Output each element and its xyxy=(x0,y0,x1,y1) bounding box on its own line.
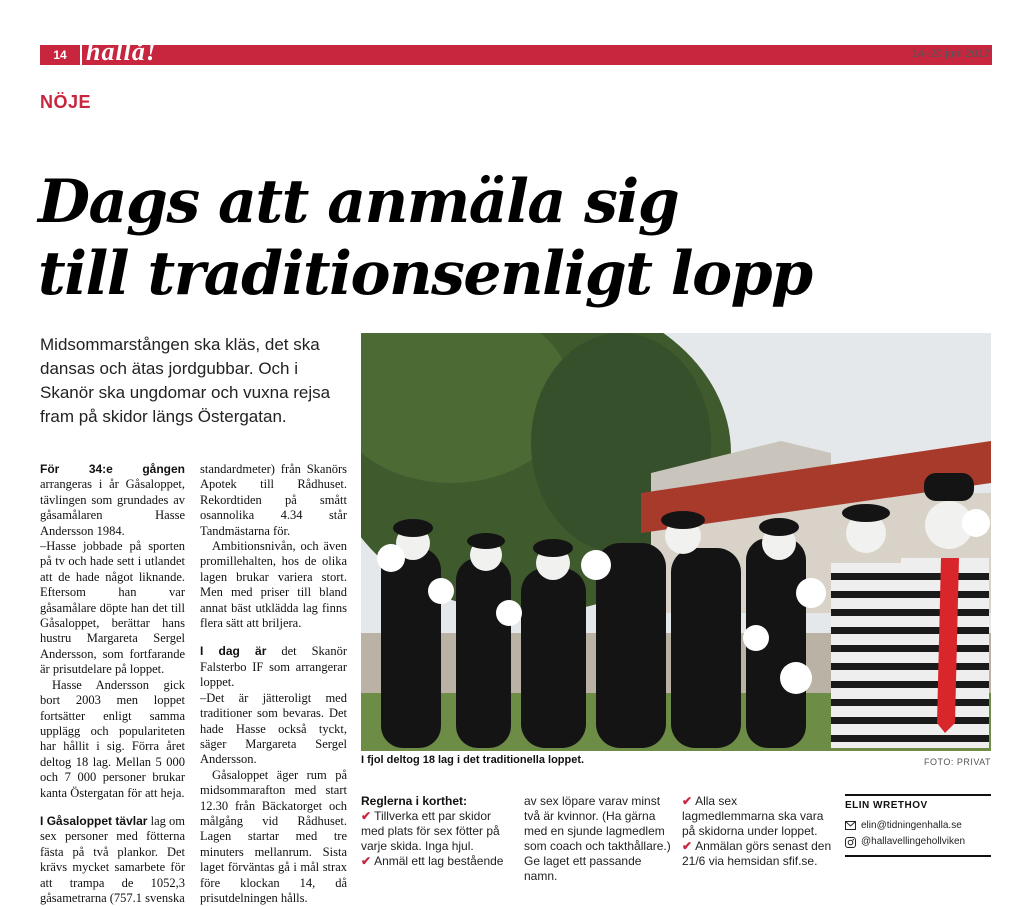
paragraph: Hasse Andersson gick bort 2003 men loppet fortsätter enligt samma upplägg och populariteten har hållit i sig. Förra året deltog 18 lag. Mellan 5 000 och 7 000 personer brukar kanta Östergatan för att heja. xyxy=(40,677,185,800)
checkmark-icon: ✔ xyxy=(682,794,693,808)
author-instagram[interactable]: @hallavellingehollviken xyxy=(861,835,966,847)
rules-column-1 xyxy=(361,809,511,869)
rule-item-continued: av sex löpare varav minst två är kvinnor. (Ha gärna med en sjunde lagmedlem som coach och takthållare.) Ge laget ett passande namn. xyxy=(524,794,671,883)
instagram-icon xyxy=(845,837,856,846)
paragraph xyxy=(200,644,347,690)
headline-line-1: Dags att anmäla sig xyxy=(38,167,679,237)
body-column-2 xyxy=(200,462,347,906)
header-bar xyxy=(40,45,992,65)
paragraph-lead: I dag är xyxy=(200,644,267,659)
paragraph xyxy=(40,462,185,539)
publication-logo: hallå! xyxy=(86,37,158,66)
byline-rule xyxy=(845,794,991,796)
paragraph-text: lag om sex personer med fötterna fästa på två plankor. Det krävs mycket samarbete för att trampa de 1052,3 gåsametrarna (757.1 svenska xyxy=(40,813,185,905)
photo-credit: FOTO: PRIVAT xyxy=(923,757,991,767)
author-email-row xyxy=(845,817,991,833)
paragraph xyxy=(40,814,185,906)
paragraph: Gåsaloppet äger rum på midsommarafton med start 12.30 från Bäckatorget och målgång vid Rådhuset. Lagen startar med tre minuters mellanrum. Sista laget förväntas gå i mål strax före klockan 14, då prisutdelningen hålls. xyxy=(200,767,347,905)
rule-item: ✔ Tillverka ett par skidor med plats för sex fötter på varje skida. Inga hjul. xyxy=(361,809,500,853)
rules-heading: Reglerna i korthet: xyxy=(361,794,468,808)
checkmark-icon: ✔ xyxy=(361,809,372,823)
author-instagram-row xyxy=(845,833,991,857)
issue-date: 14–20 juni 2017 xyxy=(911,48,990,60)
rules-column-3 xyxy=(682,794,832,869)
paragraph-lead: För 34:e gången xyxy=(40,462,185,476)
section-label: NÖJE xyxy=(40,92,92,112)
paragraph: Ambitionsnivån, och även promillehalten, hos de olika lagen brukar variera stort. Men med priser till bland annat bäst utklädda lag finns flera sätt att briljera. xyxy=(200,539,347,631)
paragraph-text: det Skanör Falsterbo IF som arrangerar loppet. xyxy=(200,644,347,690)
paragraph-lead: I Gåsaloppet tävlar xyxy=(40,813,148,828)
paragraph: –Hasse jobbade på sporten på tv och hade sett i utlandet att de hade något liknande. Eftersom han var gåsamålare döpte han det till Gåsaloppet, berättar hans hustru Margareta Sergel Andersson, som fortfarande är prisutdelare på loppet. xyxy=(40,539,185,677)
rule-item: ✔ Alla sex lagmedlemmarna ska vara på skidorna under loppet. xyxy=(682,794,824,838)
paragraph: –Det är jätteroligt med traditioner som bevaras. Det hade Hasse också tyckt, säger Margareta Sergel Andersson. xyxy=(200,690,347,767)
checkmark-icon: ✔ xyxy=(682,839,693,853)
rules-column-2 xyxy=(524,794,674,884)
paragraph: standardmeter) från Skanörs Apotek till Rådhuset. Rekordtiden på smått osannolika 4.34 står Tandmästarna för. xyxy=(200,462,347,538)
author-name: ELIN WRETHOV xyxy=(845,800,928,811)
rule-item: ✔ Anmälan görs senast den 21/6 via hemsidan sfif.se. xyxy=(682,839,832,868)
page-number: 14 xyxy=(40,45,82,65)
article-photo xyxy=(361,333,991,751)
headline xyxy=(38,166,938,310)
headline-line-2: till traditionsenligt lopp xyxy=(38,239,812,309)
paragraph-text: arrangeras i år Gåsaloppet, tävlingen som grundades av gåsamålaren Hasse Andersson 1984. xyxy=(40,477,185,538)
body-column-1 xyxy=(40,462,185,906)
byline xyxy=(845,794,991,857)
ingress: Midsommarstången ska kläs, det ska dansas och ätas jordgubbar. Och i Skanör ska ungdomar och vuxna rejsa fram på skidor längs Östergatan. xyxy=(40,335,331,426)
author-email[interactable]: elin@tidningenhalla.se xyxy=(861,819,962,831)
photo-caption: I fjol deltog 18 lag i det traditionella loppet. xyxy=(361,754,585,766)
mail-icon xyxy=(845,821,856,830)
checkmark-icon: ✔ xyxy=(361,854,372,868)
rule-item: ✔ Anmäl ett lag bestående xyxy=(361,854,504,868)
